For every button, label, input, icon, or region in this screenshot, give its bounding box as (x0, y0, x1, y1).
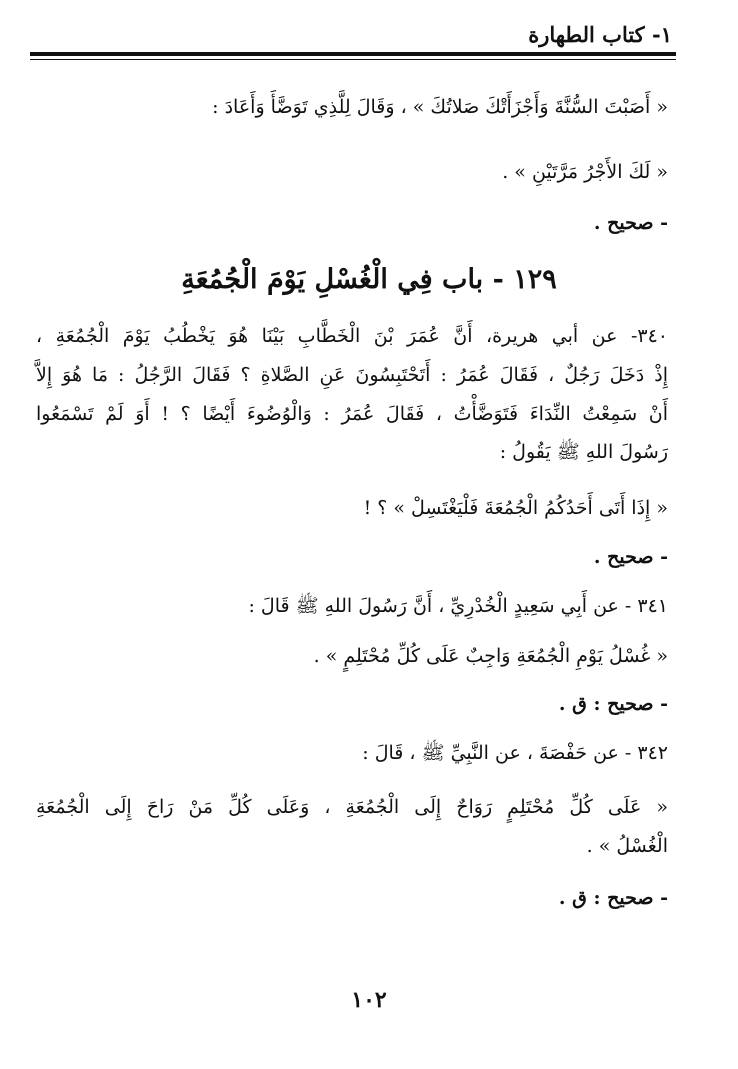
hadith-341-line: ٣٤١ - عن أَبِي سَعِيدٍ الْخُدْرِيِّ ، أَنَّ رَسُولَ اللهِ ﷺ قَالَ : (248, 595, 668, 617)
verdict-line: - صحيح : ق . (558, 887, 668, 909)
quote-line: الْغُسْلُ » . (586, 835, 668, 857)
hadith-340-line: إِذْ دَخَلَ رَجُلٌ ، فَقَالَ عُمَرُ : أَتَحْتَبِسُونَ عَنِ الصَّلاةِ ؟ فَقَالَ الرَّجُلُ : مَا هُوَ إِلاَّ (36, 364, 668, 386)
hadith-340-line: ٣٤٠- عن أبي هريرة، أَنَّ عُمَرَ بْنَ الْخَطَّابِ بَيْنَا هُوَ يَخْطُبُ يَوْمَ الْجُمُعَةِ ، (36, 325, 668, 347)
verdict-line: - صحيح . (593, 546, 668, 568)
running-header-title: ١- كتاب الطهارة (528, 22, 672, 47)
hadith-340-line: أَنْ سَمِعْتُ النِّدَاءَ فَتَوَضَّأْتُ ، فَقَالَ عُمَرُ : وَالْوُضُوءَ أَيْضًا ؟ ! أَوَ لَمْ تَسْمَعُوا (36, 403, 668, 425)
chapter-heading: ١٢٩ - باب فِي الْغُسْلِ يَوْمَ الْجُمُعَةِ (181, 264, 557, 295)
header-rule-thick (30, 52, 676, 56)
text-line: « لَكَ الأَجْرُ مَرَّتَيْنِ » . (502, 161, 668, 183)
page-number: ١٠٢ (351, 987, 387, 1013)
verdict-line: - صحيح . (593, 212, 668, 234)
quote-line: « إِذَا أَتَى أَحَدُكُمُ الْجُمُعَةَ فَلْيَغْتَسِلْ » ؟ ! (363, 497, 668, 519)
verdict-line: - صحيح : ق . (558, 693, 668, 715)
text-line: « أَصَبْتَ السُّنَّةَ وَأَجْزَأَتْكَ صَلاتُكَ » ، وَقَالَ لِلَّذِي تَوَضَّأَ وَأَعَادَ : (212, 96, 668, 118)
hadith-340-line: رَسُولَ اللهِ ﷺ يَقُولُ : (499, 441, 668, 463)
quote-line: « غُسْلُ يَوْمِ الْجُمُعَةِ وَاجِبٌ عَلَى كُلِّ مُحْتَلِمٍ » . (313, 645, 668, 667)
quote-line: « عَلَى كُلِّ مُحْتَلِمٍ رَوَاحٌ إِلَى الْجُمُعَةِ ، وَعَلَى كُلِّ مَنْ رَاحَ إِلَى الْجُمُعَةِ (36, 796, 668, 818)
header-rule-thin (30, 59, 676, 60)
hadith-342-line: ٣٤٢ - عن حَفْصَةَ ، عن النَّبِيِّ ﷺ ، قَالَ : (362, 742, 668, 764)
